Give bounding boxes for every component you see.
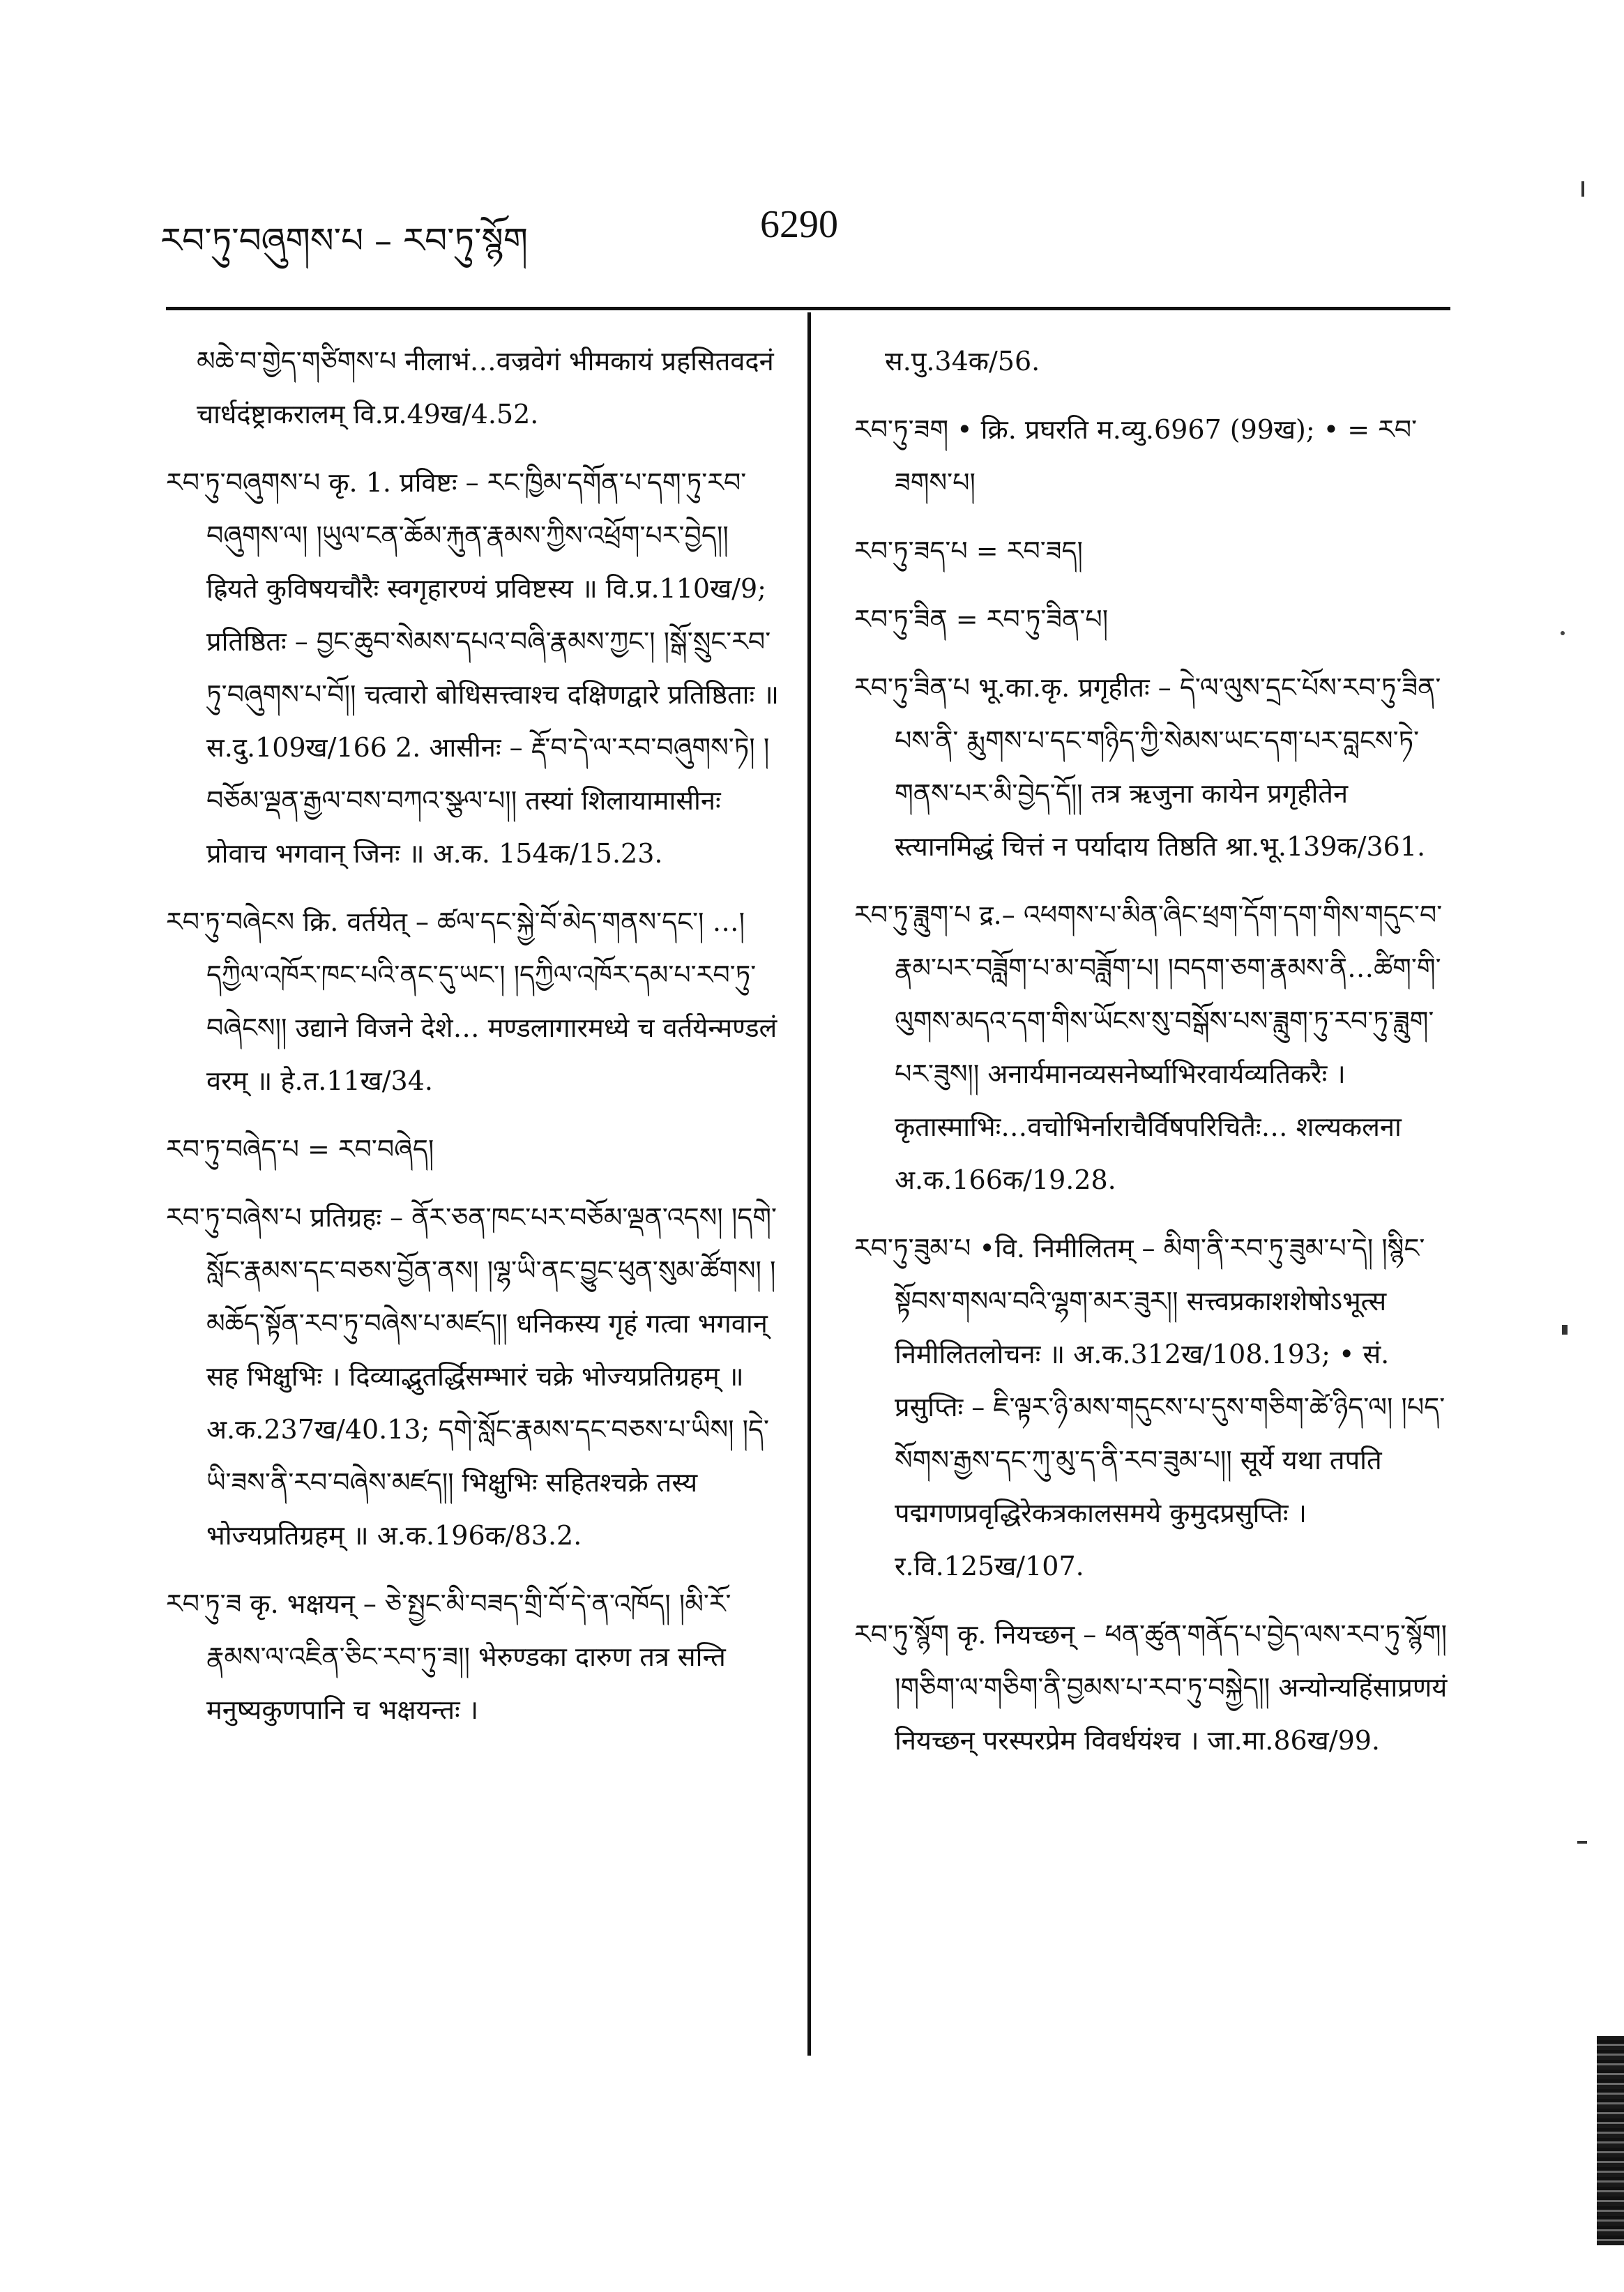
dictionary-entry: རབ་ཏུ་ཟུམ་པ •वि. निमीलितम् – མིག་ནི་རབ་ཏུ་ཟུམ་པ་དེ། །སྙིང་སྟོབས་གསལ་བའི་ལྷག་མར་ཟུར།། सत्त्वप्रकाशशेषोऽभूत्स निमीलितलोचनः ॥ अ.क.312ख/108.193; • सं. प्रसुप्तिः – ཇི་ལྟར་ཉི་མས་གདུངས་པ་དུས་གཅིག་ཚེ་ཉིད་ལ། །པད་སོགས་རྒྱས་དང་ཀུ་མུ་ད་ནི་རབ་ཟུམ་པ།། सूर्ये यथा तपति पद्मगणप्रवृद्धिरेकत्रकालसमये कुमुदप्रसुप्तिः । र.वि.125ख/107.	[854, 1233, 1445, 1581]
header-rule	[166, 307, 1450, 310]
scan-mark	[1562, 1325, 1568, 1335]
dictionary-entry: རབ་ཏུ་ཟིན་པ भू.का.कृ. प्रगृहीतः – དེ་ལ་ལུས་དྲང་པོས་རབ་ཏུ་ཟིན་པས་ནི་ རྨུགས་པ་དང་གཉིད་ཀྱི་སེམས་ཡང་དག་པར་བླངས་ཏེ་གནས་པར་མི་བྱེད་དོ།། तत्र ऋजुना कायेन प्रगृहीतेन स्त्यानमिद्धं चित्तं न पर्यादाय तिष्ठति श्रा.भू.139क/361.	[854, 672, 1441, 862]
dictionary-entry: རབ་ཏུ་སྙོག कृ. नियच्छन् – ཕན་ཚུན་གནོད་པ་བྱེད་ལས་རབ་ཏུ་སྙོག། །གཅིག་ལ་གཅིག་ནི་བྱམས་པ་རབ་ཏུ་བསྐྱེད།། अन्योन्यहिंसाप्रणयं नियच्छन् परस्परप्रेम विवर्धयंश्च । जा.मा.86ख/99.	[854, 1619, 1448, 1756]
dictionary-entry: རབ་ཏུ་བཞེས་པ प्रतिग्रहः – ནོར་ཅན་ཁང་པར་བཅོམ་ལྡན་འདས། །དགེ་སློང་རྣམས་དང་བཅས་བྱོན་ནས། །ལྷ་ཡི་ནང་བྱུང་ཕུན་སུམ་ཚོགས། །མཆོད་སྟོན་རབ་ཏུ་བཞེས་པ་མཛད།། धनिकस्य गृहं गत्वा भगवान् सह भिक्षुभिः । दिव्याद्भुतर्द्धिसम्भारं चक्रे भोज्यप्रतिग्रहम् ॥ अ.क.237ख/40.13; དགེ་སློང་རྣམས་དང་བཅས་པ་ཡིས། །དེ་ཡི་ཟས་ནི་རབ་བཞེས་མཛད།། भिक्षुभिः सहितश्चक्रे तस्य भोज्यप्रतिग्रहम् ॥ अ.क.196क/83.2.	[166, 1202, 777, 1551]
dictionary-entry: རབ་ཏུ་བཞུགས་པ कृ. 1. प्रविष्टः – རང་ཁྱིམ་དགོན་པ་དག་ཏུ་རབ་བཞུགས་ལ། །ཡུལ་ངན་ཆོམ་རྐུན་རྣམས་ཀྱིས་འཕྲོག་པར་བྱེད།། ह्रियते कुविषयचौरैः स्वगृहारण्यं प्रविष्टस्य ॥ वि.प्र.110ख/9; प्रतिष्ठितः – བྱང་ཆུབ་སེམས་དཔའ་བཞི་རྣམས་ཀྱང་། །སྒོ་སྲུང་རབ་ཏུ་བཞུགས་པ་བོ།། चत्वारो बोधिसत्त्वाश्च दक्षिणद्वारे प्रतिष्ठिताः ॥ स.दु.109ख/166 2. आसीनः – རྡོ་བ་དེ་ལ་རབ་བཞུགས་ཏེ། །བཅོམ་ལྡན་རྒྱལ་བས་བཀའ་སྩལ་པ།། तस्यां शिलायामासीनः प्रोवाच भगवान् जिनः ॥ अ.क. 154क/15.23.	[166, 467, 780, 869]
scan-edge-noise	[1597, 2036, 1624, 2245]
left-column	[166, 335, 787, 2217]
scan-mark	[1561, 631, 1565, 635]
dictionary-entry: རབ་ཏུ་ཟ कृ. भक्षयन् – ཅེ་སྤྱང་མི་བཟད་གྲི་བོ་དེ་ན་འཁོད། །མི་རོ་རྣམས་ལ་འཇིན་ཅིང་རབ་ཏུ་ཟ།། भेरुण्डका दारुण तत्र सन्ति मनुष्यकुणपानि च भक्षयन्तः ।	[166, 1588, 731, 1725]
scan-mark	[1581, 181, 1584, 197]
dictionary-entry: རབ་ཏུ་བཞེད་པ = རབ་བཞེད།	[166, 1134, 434, 1164]
dictionary-entry: རབ་ཏུ་ཟག • क्रि. प्रघरति म.व्यु.6967 (99ख); • = རབ་ཟགས་པ།	[854, 414, 1418, 498]
dictionary-entry: स.पु.34क/56.	[885, 346, 1040, 377]
running-header-left: རབ་ཏུ་བཞུགས་པ – རབ་ཏུ་སྙོག	[160, 220, 528, 261]
dictionary-entry: རབ་ཏུ་བཞེངས क्रि. वर्तयेत् – ཚལ་དང་སྐྱེ་བོ་མེད་གནས་དང་། …།དཀྱིལ་འཁོར་ཁང་པའི་ནང་དུ་ཡང་། །དཀྱིལ་འཁོར་དམ་པ་རབ་ཏུ་བཞེངས།། उद्याने विजने देशे… मण्डलागारमध्ये च वर्तयेन्मण्डलं वरम् ॥ हे.त.11ख/34.	[166, 906, 777, 1096]
page-number: 6290	[760, 203, 838, 246]
dictionary-entry: རབ་ཏུ་ཟླུག་པ द्र.– འཕགས་པ་མིན་ཞིང་ཕྲག་དོག་དག་གིས་གདུང་བ་རྣམ་པར་བཟློག་པ་མ་བཟློག་པ། །བདག་ཅག་རྣམས་ནི…ཚིག་གི་ལུགས་མདའ་དག་གིས་ཡོངས་སུ་བསྒོས་པས་ཟླུག་ཏུ་རབ་ཏུ་ཟླུག་པར་ཟུས།། अनार्यमानव्यसनेर्ष्याभिरवार्यव्यतिकरैः । कृतास्माभिः…वचोभिर्नाराचैर्विषपरिचितैः… शल्यकलना अ.क.166क/19.28.	[854, 900, 1443, 1195]
right-column	[854, 335, 1454, 2217]
scan-mark	[1577, 1841, 1587, 1844]
column-divider	[807, 312, 811, 2056]
dictionary-entry: རབ་ཏུ་ཟིན = རབ་ཏུ་ཟིན་པ།	[854, 604, 1109, 635]
dictionary-entry: རབ་ཏུ་ཟད་པ = རབ་ཟད།	[854, 536, 1083, 566]
dictionary-entry: མཆེ་བ་གྱེད་གཙིགས་པ नीलाभं…वज्रवेगं भीमकायं प्रहसितवदनं चार्धदंष्ट्राकरालम् वि.प्र.49ख/4.52.	[197, 346, 774, 430]
